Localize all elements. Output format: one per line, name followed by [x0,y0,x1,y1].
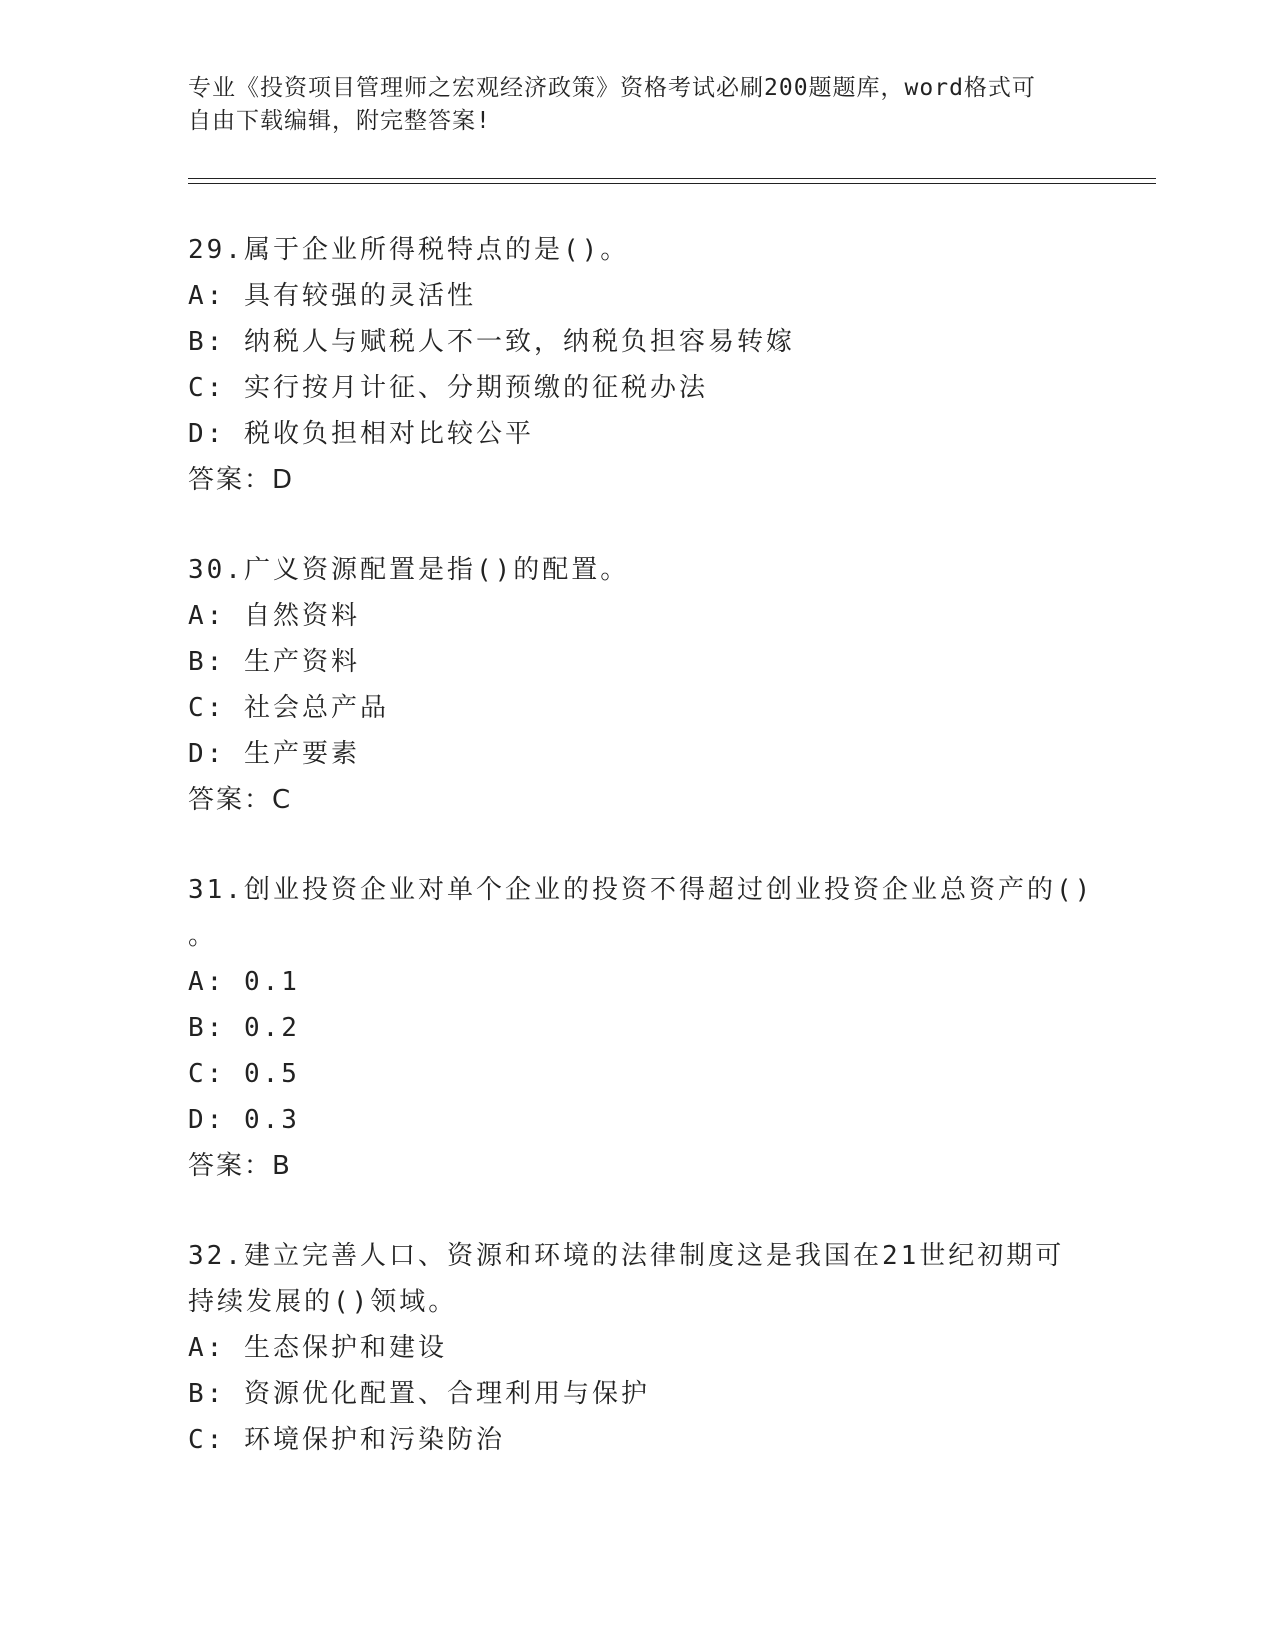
option-b: B: 纳税人与赋税人不一致，纳税负担容易转嫁 [188,327,795,357]
option-d: D: 生产要素 [188,739,360,769]
header-rule-bottom [188,183,1156,184]
question-stem: 30.广义资源配置是指()的配置。 [188,555,630,585]
option-c: C: 环境保护和污染防治 [188,1425,505,1455]
question-30 [188,547,1088,823]
answer: 答案：C [188,785,293,815]
question-stem-line-2: 。 [188,921,218,951]
option-c: C: 社会总产品 [188,693,389,723]
question-stem: 29.属于企业所得税特点的是()。 [188,235,630,265]
option-b: B: 资源优化配置、合理利用与保护 [188,1379,650,1409]
option-b: B: 生产资料 [188,647,360,677]
option-c: C: 实行按月计征、分期预缴的征税办法 [188,373,708,403]
option-d: D: 税收负担相对比较公平 [188,419,534,449]
answer: 答案：D [188,465,295,495]
header-rule-top [188,178,1156,179]
question-stem-line-1: 31.创业投资企业对单个企业的投资不得超过创业投资企业总资产的() [188,875,1094,905]
answer: 答案：B [188,1151,292,1181]
option-a: A: 生态保护和建设 [188,1333,447,1363]
question-32 [188,1233,1088,1463]
question-stem-line-2: 持续发展的()领域。 [188,1287,458,1317]
question-31 [188,867,1094,1189]
option-c: C: 0.5 [188,1059,300,1089]
option-a: A: 0.1 [188,967,300,997]
header-line-1: 专业《投资项目管理师之宏观经济政策》资格考试必刷200题题库，word格式可 [188,75,1036,101]
option-b: B: 0.2 [188,1013,300,1043]
question-29 [188,227,1088,503]
option-a: A: 自然资料 [188,601,360,631]
option-d: D: 0.3 [188,1105,300,1135]
header-line-2: 自由下载编辑，附完整答案! [188,108,491,134]
option-a: A: 具有较强的灵活性 [188,281,476,311]
question-stem-line-1: 32.建立完善人口、资源和环境的法律制度这是我国在21世纪初期可 [188,1241,1065,1271]
document-header [188,72,1078,138]
